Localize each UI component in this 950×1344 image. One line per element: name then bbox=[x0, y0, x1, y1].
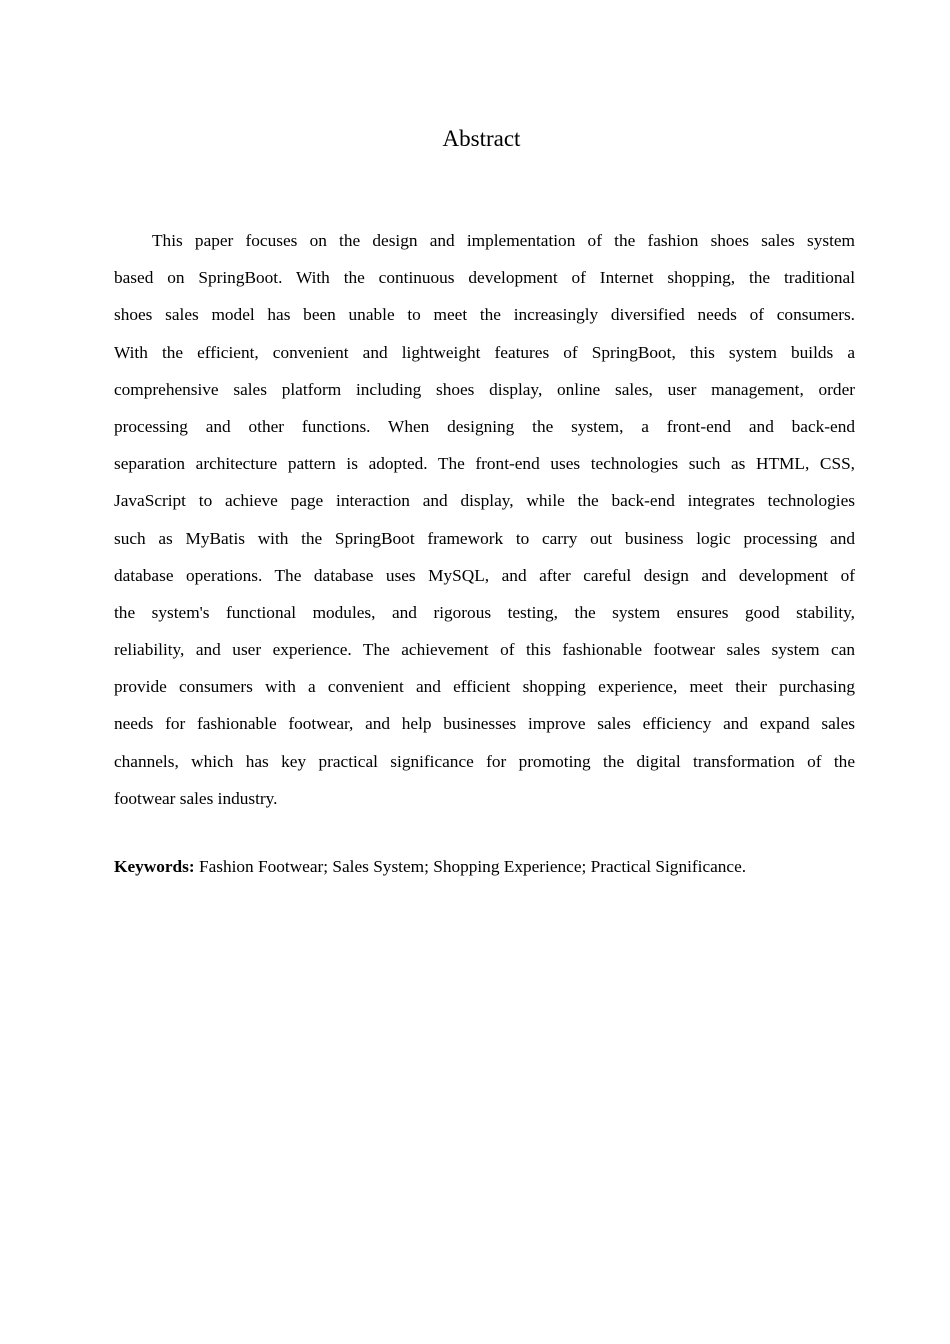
abstract-line: channels, which has key practical significance for promoting the digital transformation of the bbox=[114, 751, 855, 771]
abstract-line: footwear sales industry. bbox=[114, 788, 278, 808]
abstract-line: With the efficient, convenient and lightweight features of SpringBoot, this system builds a bbox=[114, 342, 855, 362]
keywords-text: Fashion Footwear; Sales System; Shopping Experience; Practical Significance. bbox=[194, 857, 747, 876]
abstract-line: shoes sales model has been unable to meet the increasingly diversified needs of consumers. bbox=[114, 305, 855, 325]
abstract-line: provide consumers with a convenient and efficient shopping experience, meet their purchasing bbox=[114, 677, 855, 697]
keywords-line bbox=[114, 853, 855, 881]
abstract-line: based on SpringBoot. With the continuous development of Internet shopping, the traditional bbox=[114, 268, 855, 288]
abstract-line: processing and other functions. When designing the system, a front-end and back-end bbox=[114, 416, 855, 436]
abstract-title: Abstract bbox=[442, 126, 521, 151]
abstract-line: the system's functional modules, and rigorous testing, the system ensures good stability, bbox=[114, 602, 855, 622]
abstract-line: reliability, and user experience. The achievement of this fashionable footwear sales system can bbox=[114, 640, 855, 660]
abstract-line: separation architecture pattern is adopted. The front-end uses technologies such as HTML, CSS, bbox=[114, 454, 855, 474]
abstract-line: This paper focuses on the design and implementation of the fashion shoes sales system bbox=[152, 231, 855, 250]
abstract-paragraph bbox=[114, 222, 855, 817]
abstract-line: JavaScript to achieve page interaction and display, while the back-end integrates technologies bbox=[114, 491, 855, 511]
keywords-label: Keywords: bbox=[114, 857, 195, 876]
abstract-line: needs for fashionable footwear, and help businesses improve sales efficiency and expand sales bbox=[114, 714, 855, 734]
abstract-line: database operations. The database uses MySQL, and after careful design and development of bbox=[114, 565, 855, 585]
abstract-line: such as MyBatis with the SpringBoot framework to carry out business logic processing and bbox=[114, 528, 855, 548]
abstract-line: comprehensive sales platform including shoes display, online sales, user management, order bbox=[114, 379, 855, 399]
